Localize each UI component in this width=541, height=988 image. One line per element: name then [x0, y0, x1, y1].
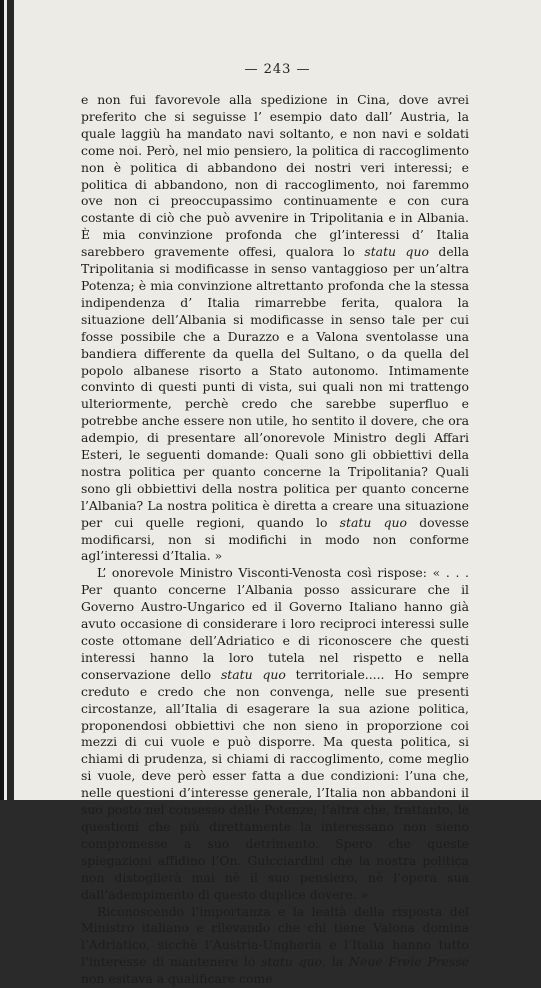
text-run: della Tripolitania si modificasse in senso vantaggioso per un’altra Potenza; è mia convinzione altrettanto profonda che la stessa indipendenza d’ Italia rimarrebbe ferita, qualora la situazione dell’Albania si modificasse in senso tale per cui fosse possibile che a Durazzo e a Valona sventolasse una bandiera differente da quella del Sultano, o da quella del popolo albanese risorto a Stato autonomo. Intimamente convinto di questi punti di vista, sui quali non mi trattengo ulteriormente, perchè credo che sarebbe superfluo e potrebbe anche essere non utile, ho sentito il dovere, che ora adempio, di presentare all’onorevole Ministro degli Affari Esteri, le seguenti domande: Quali sono gli obbiettivi della nostra politica per quanto concerne la Tripolitania? Quali sono gli obbiettivi della nostra politica per quanto concerne l’Albania? La nostra politica è diretta a creare una situazione per cui quelle regioni, quando lo — [81, 244, 469, 530]
text-run: non esitava a qualificare come — [81, 971, 273, 986]
italic-phrase: statu quo — [221, 667, 286, 682]
paragraph-3 — [81, 904, 469, 988]
italic-phrase: statu quo — [261, 954, 322, 969]
paragraph-2 — [81, 565, 469, 903]
book-page — [14, 0, 541, 800]
italic-phrase: Neue Freie Presse — [349, 954, 469, 969]
scan-binding-edge — [0, 0, 14, 800]
page-number: — 243 — — [14, 62, 541, 77]
text-run: territoriale..... Ho sempre creduto e credo che non convenga, nelle sue presenti circostanze, all’Italia di esagerare la sua azione politica, proponendosi obbiettivi che non sieno in proporzione coi mezzi di cui vuole e può disporre. Ma questa politica, si chiami di prudenza, si chiami di raccoglimento, come meglio si vuole, deve però esser fatta a due condizioni: l’una che, nelle questioni d’interesse generale, l’Italia non abbandoni il suo posto nel consesso delle Potenze; l’altra che, frattanto, le questioni che più direttamente la interessano non sieno compromesse a suo detrimento. Spero che queste spiegazioni affidino l’On. Guicciardini che la nostra politica non distoglierà mai nè il suo pensiero, nè l’opera sua dall’adempimento di questo duplice dovere. » — [81, 667, 469, 902]
text-run: L’ onorevole Ministro Visconti-Venosta così rispose: « . . . Per quanto concerne l’Albania posso assicurare che il Governo Austro-Ungarico ed il Governo Italiano hanno già avuto occasione di considerare i loro reciproci interessi sulle coste ottomane dell’Adriatico e di riconoscere che questi interessi hanno la loro tutela nel rispetto e nella conservazione dello — [81, 565, 469, 681]
body-text — [81, 92, 469, 988]
text-run: , la — [322, 954, 349, 969]
text-run: Riconoscendo l’importanza e la lealtà della risposta del Ministro italiano e rilevando che chi tiene Valona domina l’Adriatico, sicchè l’Austria-Ungheria e l’Italia hanno tutto l’interesse di mantenere lo — [81, 904, 469, 970]
text-run: e non fui favorevole alla spedizione in Cina, dove avrei preferito che si seguisse l’ esempio dato dall’ Austria, la quale laggiù ha mandato navi soltanto, e non navi e soldati come noi. Però, nel mio pensiero, la politica di raccoglimento non è politica di abbandono dei nostri veri interessi; e politica di abbandono, non di raccoglimento, noi faremmo ove non ci preoccupassimo continuamente e con cura costante di ciò che può avvenire in Tripolitania e in Albania. È mia convinzione profonda che gl’interessi d’ Italia sarebbero gravemente offesi, qualora lo — [81, 92, 469, 259]
italic-phrase: statu quo — [364, 244, 429, 259]
italic-phrase: statu quo — [340, 515, 407, 530]
text-run: dovesse modificarsi, non si modifichi in modo non conforme agl’interessi d’Italia. » — [81, 515, 469, 564]
paragraph-1 — [81, 92, 469, 565]
